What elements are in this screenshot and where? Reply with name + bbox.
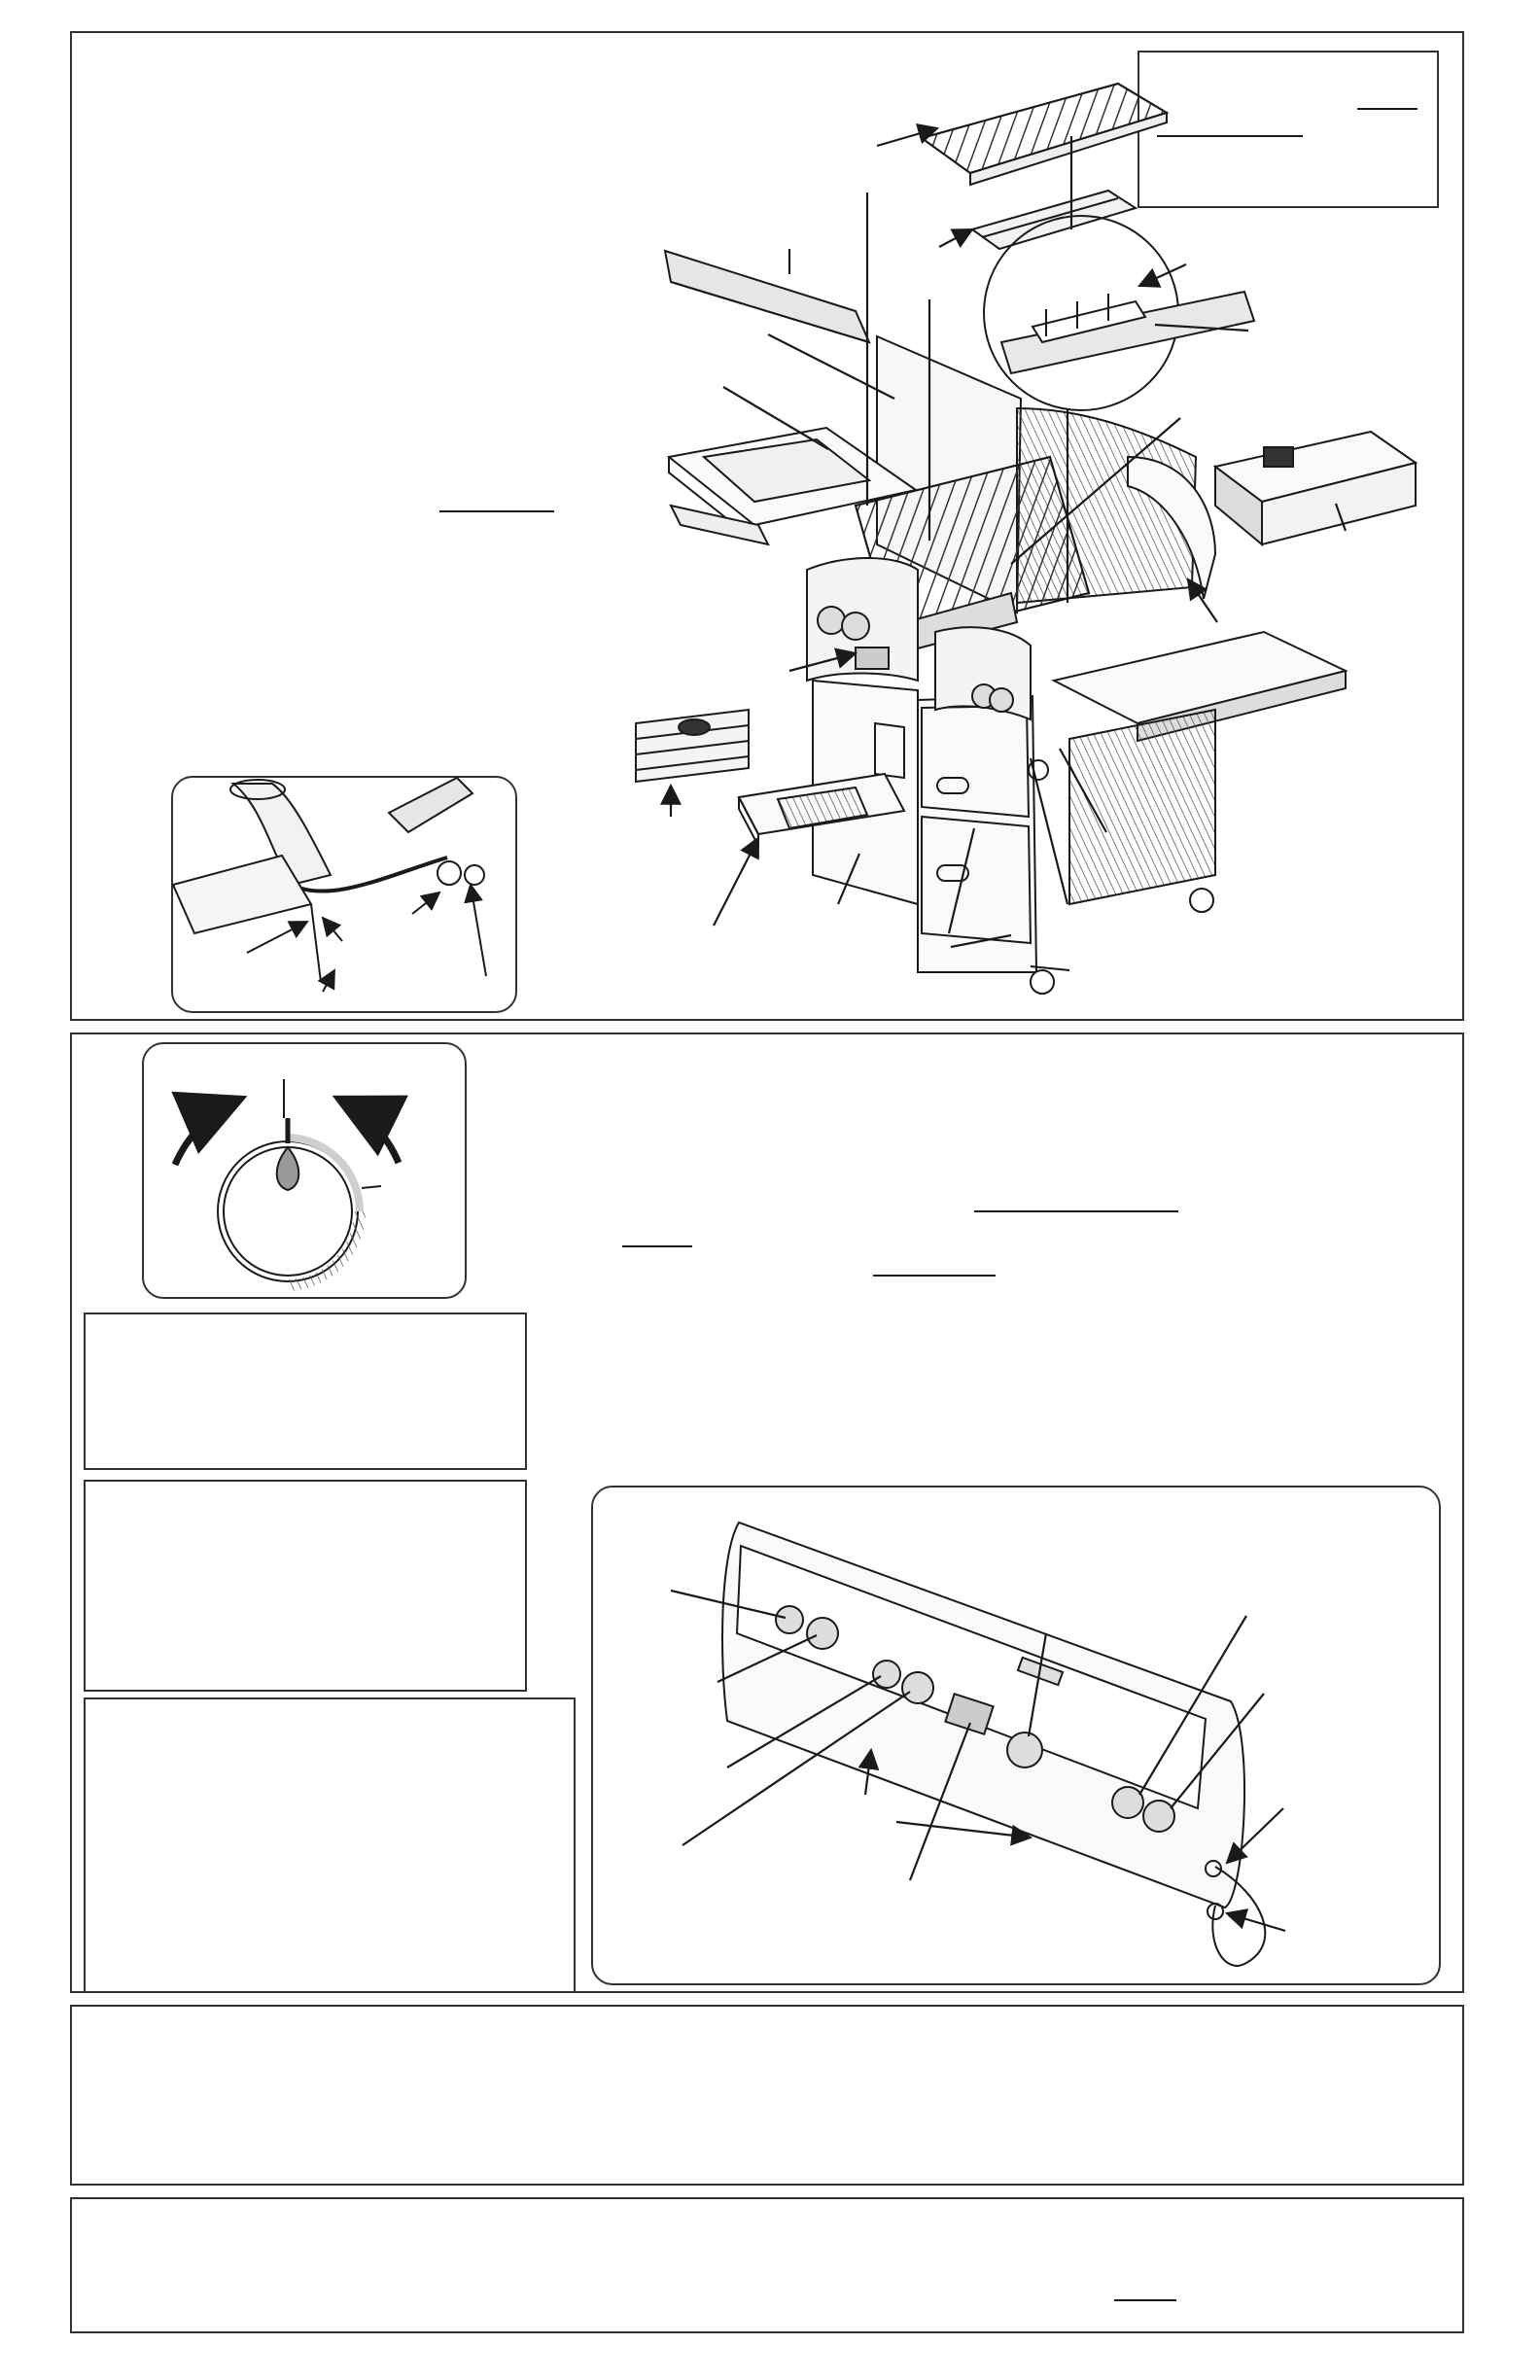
burner-detail-circle [984, 216, 1254, 410]
warming-rack [665, 251, 869, 342]
drawer-cabinet [918, 696, 1036, 972]
hose-connection-drawing [173, 778, 486, 992]
control-panel-drawing [722, 1522, 1265, 1966]
cart-frame [1029, 710, 1215, 994]
stacked-pans [636, 710, 749, 782]
right-control-panel [935, 627, 1031, 719]
side-burner-cover [1215, 432, 1416, 544]
cooking-grate [922, 84, 1167, 185]
